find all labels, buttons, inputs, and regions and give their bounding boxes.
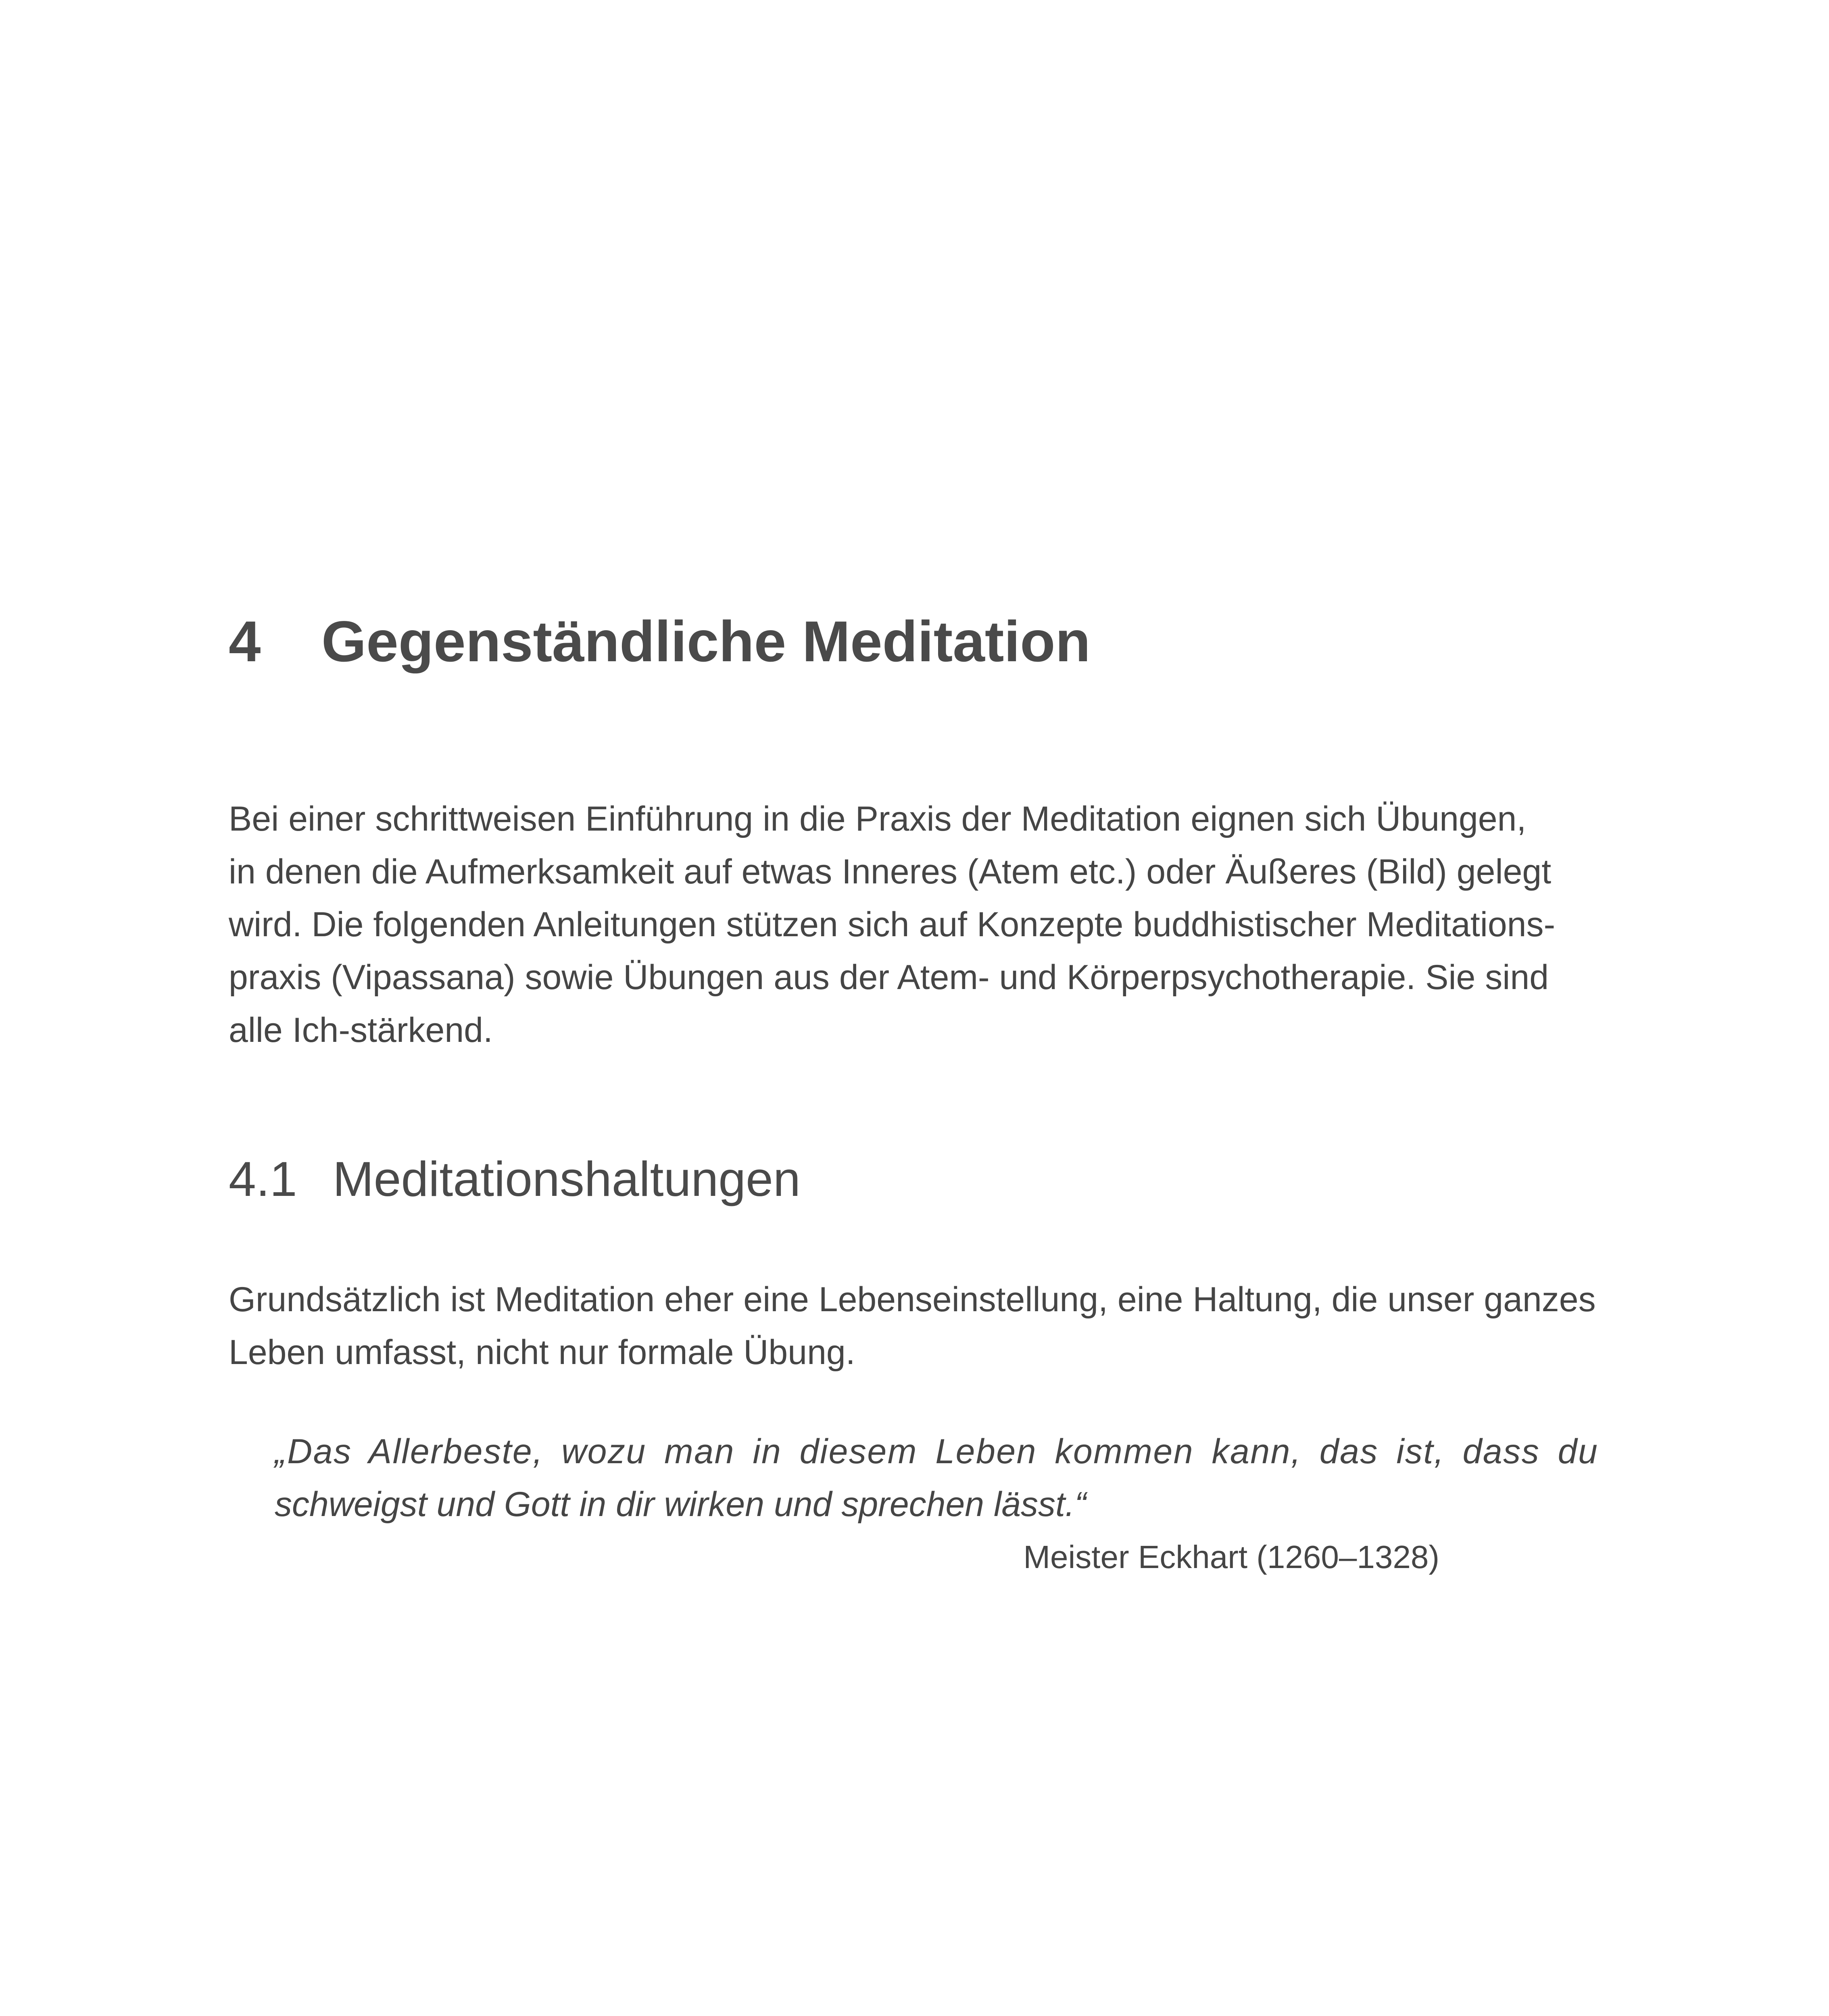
- paragraph-line: Bei einer schrittweisen Einführung in die Praxis der Meditation eignen sich Übungen,: [229, 800, 1527, 838]
- paragraph-line: wird. Die folgenden Anleitungen stützen sich auf Konzepte buddhistischer Meditations-: [229, 905, 1556, 944]
- quote-attribution: Meister Eckhart (1260–1328): [1023, 1539, 1439, 1575]
- paragraph-line: Leben umfasst, nicht nur formale Übung.: [229, 1333, 855, 1372]
- paragraph-line: praxis (Vipassana) sowie Übungen aus der Atem- und Körperpsychotherapie. Sie sind: [229, 958, 1549, 997]
- paragraph-line: in denen die Aufmerksamkeit auf etwas Inneres (Atem etc.) oder Äußeres (Bild) gelegt: [229, 852, 1552, 891]
- section-title: Meditationshaltungen: [333, 1152, 801, 1206]
- intro-paragraph: [229, 793, 1556, 1057]
- section-paragraph: [229, 1273, 1596, 1379]
- paragraph-line: alle Ich-stärkend.: [229, 1011, 493, 1050]
- quote-line: schweigst und Gott in dir wirken und sprechen lässt.“: [275, 1485, 1087, 1524]
- quote-line: „Das Allerbeste, wozu man in diesem Leben kommen kann, das ist, dass du: [275, 1432, 1599, 1471]
- chapter-heading: [229, 610, 1091, 674]
- section-number: 4.1: [229, 1152, 297, 1206]
- quote-block: [275, 1425, 1599, 1531]
- chapter-title: Gegenständliche Meditation: [321, 610, 1091, 674]
- chapter-number: 4: [229, 610, 261, 674]
- paragraph-line: Grundsätzlich ist Meditation eher eine Lebenseinstellung, eine Haltung, die unser ganzes: [229, 1280, 1596, 1319]
- section-heading: [229, 1154, 801, 1204]
